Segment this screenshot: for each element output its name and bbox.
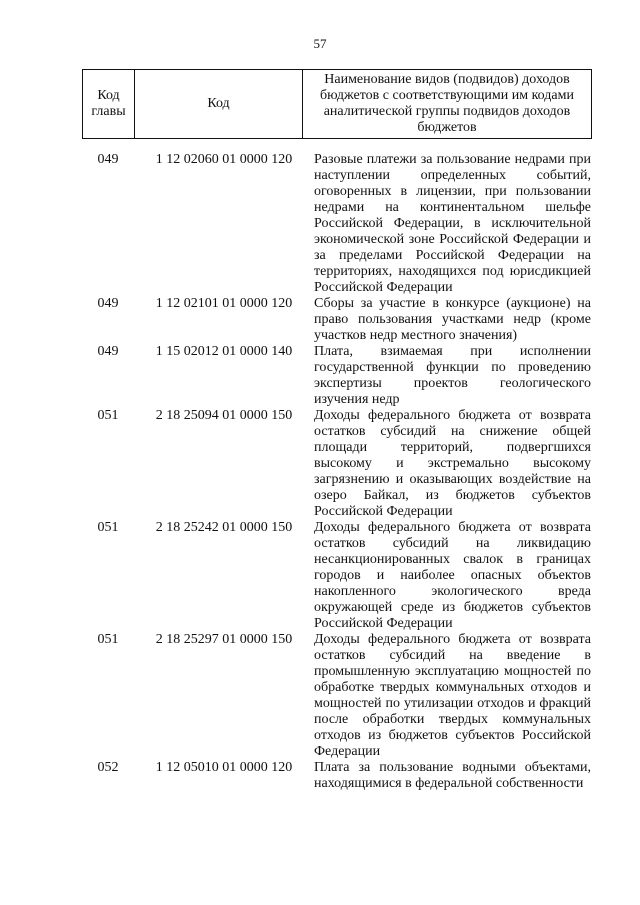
table-row xyxy=(82,408,591,520)
code-cell: 2 18 25094 01 0000 150 xyxy=(155,408,293,423)
chapter-code-cell: 049 xyxy=(97,296,119,311)
name-cell: Плата, взимаемая при исполнении государственной функции по проведению экспертизы проектов геологического изучения недр xyxy=(314,344,591,407)
code-cell: 1 12 05010 01 0000 120 xyxy=(155,760,293,775)
code-cell: 2 18 25242 01 0000 150 xyxy=(155,520,293,535)
header-code: Код xyxy=(135,70,303,139)
table-row xyxy=(82,632,591,760)
chapter-code-cell: 051 xyxy=(97,632,119,647)
table-row xyxy=(82,152,591,296)
code-cell: 1 12 02101 01 0000 120 xyxy=(155,296,293,311)
name-cell: Доходы федерального бюджета от возврата остатков субсидий на снижение общей площади территорий, подвергшихся высокому и экстремально высокому загрязнению и оказывающих воздействие на озеро Байкал, из бюджетов субъектов Российской Федерации xyxy=(314,408,591,519)
table-row xyxy=(82,520,591,632)
name-cell: Разовые платежи за пользование недрами при наступлении определенных событий, оговоренных в лицензии, при пользовании недрами на континентальном шельфе Российской Федерации, в исключительной экономической зоне Российской Федерации и за пределами Российской Федерации на территориях, находящихся под юрисдикцией Российской Федерации xyxy=(314,152,591,295)
chapter-code-cell: 049 xyxy=(97,344,119,359)
name-cell: Сборы за участие в конкурсе (аукционе) на право пользования участками недр (кроме участков недр местного значения) xyxy=(314,296,591,343)
chapter-code-cell: 051 xyxy=(97,520,119,535)
name-cell: Доходы федерального бюджета от возврата остатков субсидий на введение в промышленную эксплуатацию мощностей по обработке твердых коммунальных отходов и мощностей по утилизации отходов и фракций после обработки твердых коммунальных отходов из бюджетов субъектов Российской Федерации xyxy=(314,632,591,759)
table-row xyxy=(82,344,591,408)
name-cell: Плата за пользование водными объектами, находящимися в федеральной собственности xyxy=(314,760,591,791)
table-row xyxy=(82,760,591,792)
chapter-code-cell: 051 xyxy=(97,408,119,423)
table-body xyxy=(82,152,591,792)
code-cell: 1 12 02060 01 0000 120 xyxy=(155,152,293,167)
code-cell: 2 18 25297 01 0000 150 xyxy=(155,632,293,647)
chapter-code-cell: 049 xyxy=(97,152,119,167)
table-row xyxy=(82,296,591,344)
chapter-code-cell: 052 xyxy=(97,760,119,775)
header-name: Наименование видов (подвидов) доходов бюджетов с соответствующими им кодами аналитической группы подвидов доходов бюджетов xyxy=(303,70,592,139)
code-cell: 1 15 02012 01 0000 140 xyxy=(155,344,293,359)
table-header xyxy=(82,69,592,139)
page-number: 57 xyxy=(313,36,327,51)
name-cell: Доходы федерального бюджета от возврата остатков субсидий на ликвидацию несанкционированных свалок в границах городов и наиболее опасных объектов накопленного экологического вреда окружающей среде из бюджетов субъектов Российской Федерации xyxy=(314,520,591,631)
header-chapter-code: Код главы xyxy=(83,70,135,139)
